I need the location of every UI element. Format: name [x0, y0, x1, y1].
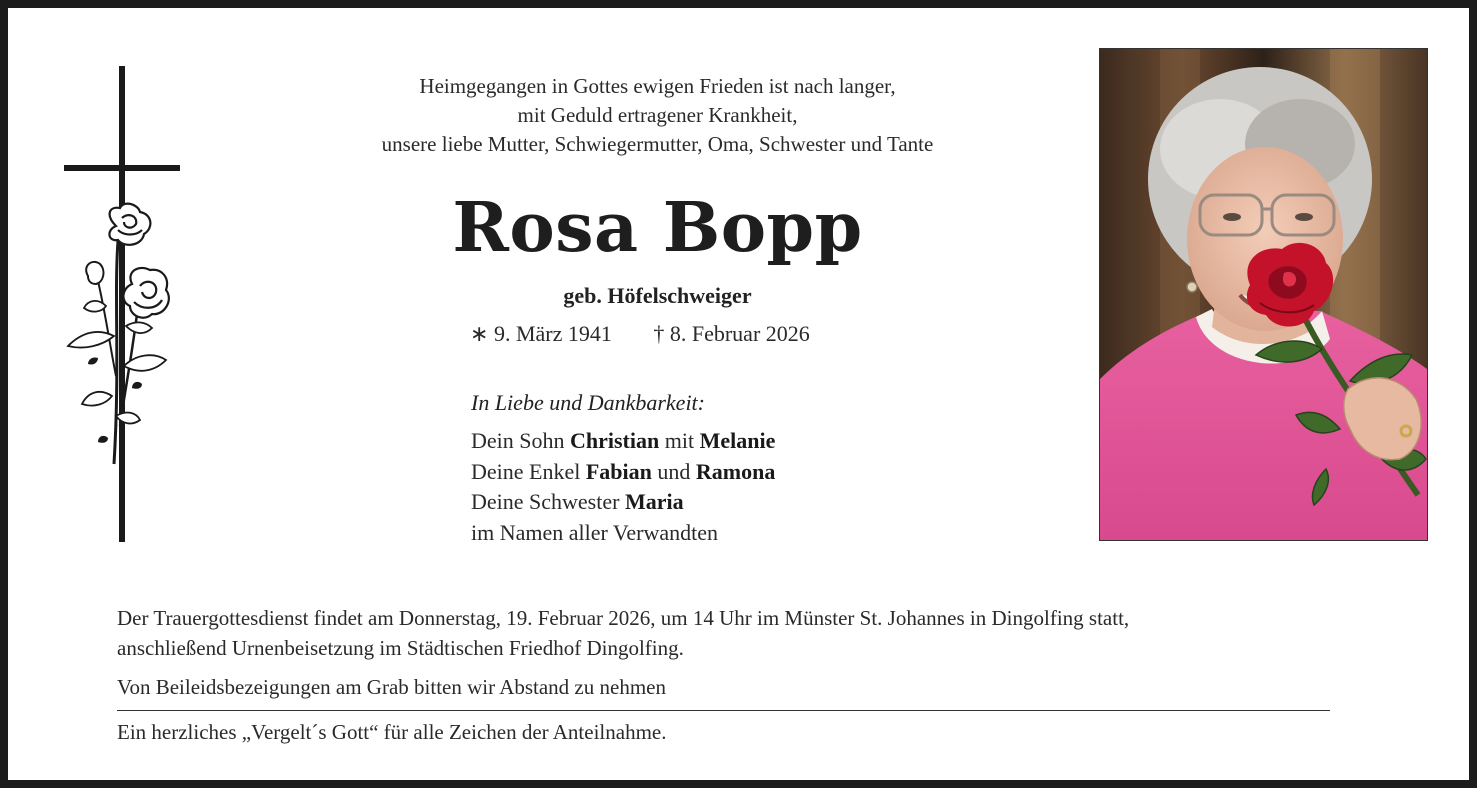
- death-symbol: †: [653, 321, 665, 346]
- mourner-name: Christian: [570, 428, 660, 453]
- mourner-prefix: Dein Sohn: [471, 428, 565, 453]
- birth-name: geb. Höfelschweiger: [563, 283, 752, 308]
- birth-symbol: ∗: [470, 321, 489, 346]
- thank-you-note: Ein herzliches „Vergelt´s Gott“ für alle Zeichen der Anteilnahme.: [117, 720, 667, 744]
- intro-text: [300, 72, 1015, 159]
- service-line-1: Der Trauergottesdienst findet am Donnerstag, 19. Februar 2026, um 14 Uhr im Münster St. Johannes in Dingolfing statt,: [117, 606, 1130, 630]
- intro-line-3: unsere liebe Mutter, Schwiegermutter, Oma, Schwester und Tante: [381, 132, 934, 156]
- mourner-line: [471, 518, 1031, 549]
- mourner-line: [471, 426, 1031, 457]
- mourner-name: Fabian: [585, 458, 652, 484]
- mourner-joiner: und: [657, 458, 691, 484]
- mourner-line: [471, 457, 1031, 488]
- service-info: [117, 603, 1357, 663]
- mourner-line: [471, 487, 1031, 518]
- service-line-2: anschließend Urnenbeisetzung im Städtischen Friedhof Dingolfing.: [117, 636, 684, 660]
- mourner-name: Maria: [624, 489, 684, 514]
- divider-line: [117, 710, 1330, 711]
- mourner-name: Melanie: [699, 428, 776, 453]
- cross-with-roses-icon: [58, 66, 188, 542]
- thanks-heading: In Liebe und Dankbarkeit:: [471, 390, 705, 415]
- death-date: 8. Februar 2026: [669, 321, 810, 346]
- portrait-photo: [1099, 48, 1428, 541]
- condolence-note: Von Beileidsbezeigungen am Grab bitten wir Abstand zu nehmen: [117, 675, 666, 699]
- life-dates: [470, 320, 890, 348]
- mourner-name: Ramona: [695, 458, 776, 484]
- intro-line-1: Heimgegangen in Gottes ewigen Frieden ist nach langer,: [419, 74, 896, 98]
- mourner-prefix: Deine Schwester: [471, 489, 620, 514]
- birth-date: 9. März 1941: [493, 321, 612, 346]
- mourner-prefix: im Namen aller Verwandten: [471, 519, 719, 545]
- mourners-list: [471, 426, 1031, 548]
- deceased-name: Rosa Bopp: [452, 188, 863, 268]
- intro-line-2: mit Geduld ertragener Krankheit,: [517, 103, 798, 127]
- mourner-joiner: mit: [664, 428, 695, 453]
- mourner-prefix: Deine Enkel: [471, 458, 581, 484]
